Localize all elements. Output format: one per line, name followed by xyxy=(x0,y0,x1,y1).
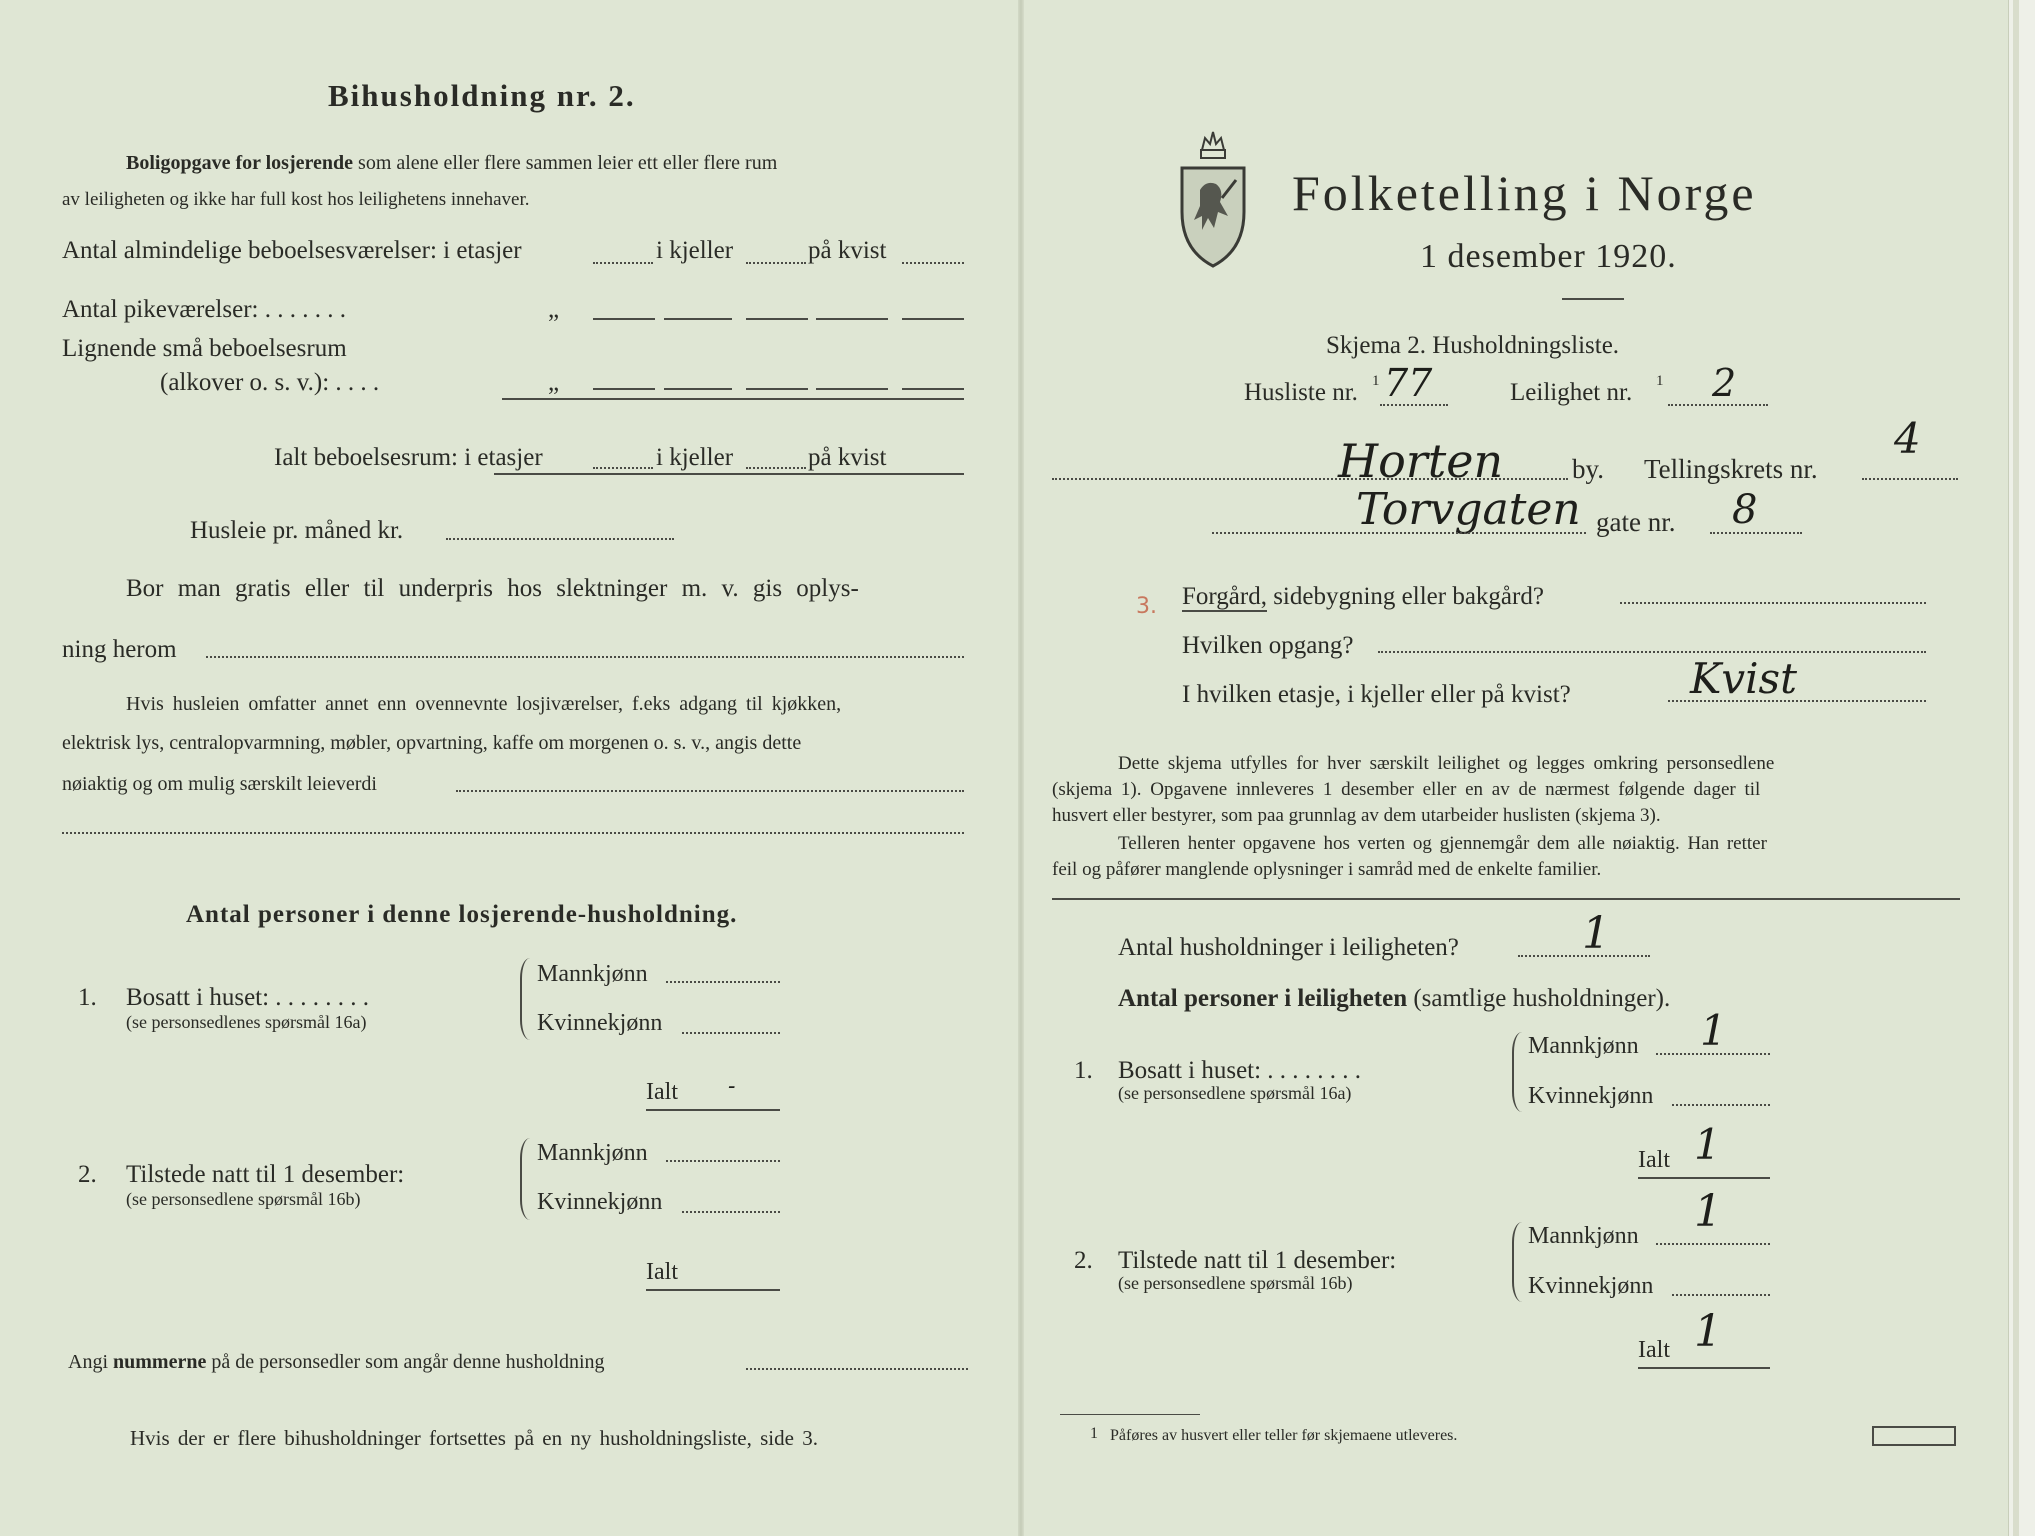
hvis-line-3: nøiaktig og om mulig særskilt leieverdi xyxy=(62,773,377,795)
hvis-line-2: elektrisk lys, centralopvarmning, møbler, opvartning, kaffe om morgenen o. s. v., angis dette xyxy=(62,732,802,754)
left-q2-brace xyxy=(520,1138,532,1220)
angi-field[interactable] xyxy=(746,1368,968,1370)
right-q2-mann-label: Mannkjønn xyxy=(1528,1223,1639,1249)
gate-nr-value: 8 xyxy=(1732,487,1758,533)
left-q1-kvinne-field[interactable] xyxy=(682,1032,780,1034)
instr-line-1: Dette skjema utfylles for hver særskilt leilighet og legges omkring personsedlene xyxy=(1118,753,1775,774)
bor-line-2: ning herom xyxy=(62,636,177,663)
right-q2-brace xyxy=(1512,1222,1524,1302)
gate-value: Torvgaten xyxy=(1356,484,1581,535)
paper-edge-shadow xyxy=(2013,0,2019,1536)
gate-nr-field[interactable] xyxy=(1710,532,1802,534)
hush-field[interactable] xyxy=(1518,955,1650,957)
footnote-rule xyxy=(1060,1414,1200,1415)
right-q1-kvinne-label: Kvinnekjønn xyxy=(1528,1083,1654,1109)
alkover-etasjer-field[interactable] xyxy=(593,388,655,390)
alkover-kjeller-field[interactable] xyxy=(746,388,808,390)
right-q1-num: 1. xyxy=(1074,1057,1093,1084)
skjema-label: Skjema 2. Husholdningsliste. xyxy=(1326,332,1620,359)
pike-ditto: „ xyxy=(548,296,560,323)
husliste-label: Husliste nr. xyxy=(1244,379,1358,406)
right-q2-mann-field[interactable] xyxy=(1656,1243,1770,1245)
right-q2-kvinne-label: Kvinnekjønn xyxy=(1528,1273,1654,1299)
alkover-kvist-field[interactable] xyxy=(902,388,964,390)
right-q2-label: Tilstede natt til 1 desember: xyxy=(1118,1247,1397,1274)
instr-line-4: Telleren henter opgavene hos verten og gjennemgår dem alle nøiaktig. Han retter xyxy=(1118,833,1767,854)
rooms-kjeller-field[interactable] xyxy=(746,262,806,264)
ialt-rooms-label: Ialt beboelsesrum: i etasjer xyxy=(274,444,543,471)
angi-post: på de personsedler som angår denne husholdning xyxy=(211,1351,605,1373)
left-q1-ialt-field[interactable] xyxy=(646,1109,780,1111)
pike-etasjer-field[interactable] xyxy=(593,318,655,320)
intro-line-1 xyxy=(126,153,777,173)
left-q2-sub: (se personsedlene spørsmål 16b) xyxy=(126,1189,361,1209)
right-q1-mann-value: 1 xyxy=(1700,1006,1727,1055)
ialt-etasjer-field[interactable] xyxy=(593,467,653,469)
leilighet-field[interactable] xyxy=(1668,404,1768,406)
husleie-field[interactable] xyxy=(446,538,674,540)
rooms-label: Antal almindelige beboelsesværelser: i etasjer xyxy=(62,237,522,264)
right-q1-label: Bosatt i huset: . . . . . . . . xyxy=(1118,1057,1362,1084)
right-q2-ialt-label: Ialt xyxy=(1638,1337,1670,1363)
page-fold xyxy=(1018,0,1024,1536)
rooms-kvist-field[interactable] xyxy=(902,262,964,264)
left-q1-mann-label: Mannkjønn xyxy=(537,961,648,987)
instr-line-3: husvert eller bestyrer, som paa grunnlag av dem utarbeider huslisten (skjema 3). xyxy=(1052,805,1661,826)
right-title: Folketelling i Norge xyxy=(1292,165,1757,221)
leilighet-footnote-mark: 1 xyxy=(1656,373,1664,389)
right-q1-kvinne-field[interactable] xyxy=(1672,1104,1770,1106)
gate-label: gate nr. xyxy=(1596,507,1676,537)
left-q2-kvinne-label: Kvinnekjønn xyxy=(537,1189,663,1215)
bor-field[interactable] xyxy=(206,656,964,658)
alkover-underline xyxy=(502,398,964,400)
ialt-rooms-underline xyxy=(494,473,964,475)
ialt-kvist-label: på kvist xyxy=(808,444,887,471)
alkover-label: (alkover o. s. v.): . . . . xyxy=(160,369,380,396)
instr-line-2: (skjema 1). Opgavene innleveres 1 desember eller en av de nærmest følgende dager til xyxy=(1052,779,1761,800)
opgang-label: Hvilken opgang? xyxy=(1182,632,1354,659)
husliste-field[interactable] xyxy=(1380,404,1448,406)
left-footer: Hvis der er flere bihusholdninger fortsettes på en ny husholdningsliste, side 3. xyxy=(130,1426,818,1450)
alkover-ditto: „ xyxy=(548,369,560,396)
husliste-footnote-mark: 1 xyxy=(1372,373,1380,389)
lignende-label: Lignende små beboelsesrum xyxy=(62,335,347,362)
right-q2-ialt-field[interactable] xyxy=(1638,1367,1770,1369)
forgard-rest: sidebygning eller bakgård? xyxy=(1273,583,1544,610)
right-date: 1 desember 1920. xyxy=(1420,238,1677,275)
right-q1-ialt-value: 1 xyxy=(1694,1120,1721,1169)
alkover-kjeller-dash xyxy=(664,388,732,390)
left-q2-mann-label: Mannkjønn xyxy=(537,1140,648,1166)
right-q2-mann-value: 1 xyxy=(1694,1186,1722,1237)
by-label: by. xyxy=(1572,454,1604,484)
hvis-line-1: Hvis husleien omfatter annet enn ovennevnte losjiværelser, f.eks adgang til kjøkken, xyxy=(126,693,842,715)
pike-kvist-field[interactable] xyxy=(902,318,964,320)
bor-line-1: Bor man gratis eller til underpris hos slektninger m. v. gis oplys- xyxy=(126,575,859,602)
forgard-line xyxy=(1182,584,1544,609)
right-footnote: Påføres av husvert eller teller før skjemaene utleveres. xyxy=(1110,1427,1458,1444)
left-title: Bihusholdning nr. 2. xyxy=(328,78,636,113)
left-q2-mann-field[interactable] xyxy=(666,1160,780,1162)
forgard-field[interactable] xyxy=(1620,602,1926,604)
left-q2-kvinne-field[interactable] xyxy=(682,1211,780,1213)
tellingskrets-field[interactable] xyxy=(1862,478,1958,480)
left-q2-ialt-label: Ialt xyxy=(646,1259,678,1285)
husleie-label: Husleie pr. måned kr. xyxy=(190,517,404,544)
tellingskrets-value: 4 xyxy=(1894,414,1921,463)
intro-line-2: av leiligheten og ikke har full kost hos leilighetens innehaver. xyxy=(62,189,530,210)
left-q2-num: 2. xyxy=(78,1161,97,1188)
pike-kjeller-dash xyxy=(664,318,732,320)
by-value: Horten xyxy=(1338,434,1504,488)
rooms-kjeller-label: i kjeller xyxy=(656,237,734,264)
alkover-kvist-dash xyxy=(816,388,888,390)
instr-line-5: feil og påfører manglende oplysninger i samråd med de enkelte familier. xyxy=(1052,859,1602,880)
pike-label: Antal pikeværelser: . . . . . . . xyxy=(62,296,346,323)
right-q2-kvinne-field[interactable] xyxy=(1672,1294,1770,1296)
left-q2-label: Tilstede natt til 1 desember: xyxy=(126,1161,405,1188)
leieverdi-field-2[interactable] xyxy=(62,832,964,834)
pike-kvist-dash xyxy=(816,318,888,320)
leilighet-label: Leilighet nr. xyxy=(1510,379,1633,406)
rooms-kvist-label: på kvist xyxy=(808,237,887,264)
gate-field[interactable] xyxy=(1212,532,1586,534)
etasje-value: Kvist xyxy=(1690,654,1797,703)
left-q1-brace xyxy=(520,958,532,1040)
left-q1-label: Bosatt i huset: . . . . . . . . xyxy=(126,984,370,1011)
footnote-mark: 1 xyxy=(1090,1425,1098,1442)
printer-stamp xyxy=(1872,1426,1956,1446)
right-persons-heading xyxy=(1118,986,1670,1011)
right-q2-num: 2. xyxy=(1074,1247,1093,1274)
left-q1-ialt-value: - xyxy=(728,1074,736,1099)
left-q1-sub: (se personsedlenes spørsmål 16a) xyxy=(126,1012,367,1032)
forgard-underlined: Forgård, xyxy=(1182,583,1267,610)
left-q2-ialt-field[interactable] xyxy=(646,1289,780,1291)
hush-label: Antal husholdninger i leiligheten? xyxy=(1118,934,1459,961)
right-q1-brace xyxy=(1512,1032,1524,1112)
left-q1-kvinne-label: Kvinnekjønn xyxy=(537,1010,663,1036)
angi-line xyxy=(68,1352,605,1372)
intro-bold: Boligopgave for losjerende xyxy=(126,152,354,174)
angi-bold: nummerne xyxy=(113,1351,207,1373)
opgang-field[interactable] xyxy=(1378,651,1926,653)
intro-rest: som alene eller flere sammen leier ett eller flere rum xyxy=(358,152,778,174)
angi-pre: Angi xyxy=(68,1351,108,1373)
instr-divider xyxy=(1052,898,1960,900)
right-q2-sub: (se personsedlene spørsmål 16b) xyxy=(1118,1273,1353,1293)
left-q1-num: 1. xyxy=(78,984,97,1011)
etasje-field[interactable] xyxy=(1668,700,1926,702)
norway-coat-of-arms xyxy=(1172,120,1254,272)
right-persons-rest: (samtlige husholdninger). xyxy=(1413,985,1671,1012)
margin-mark: 3. xyxy=(1136,594,1157,619)
left-q1-ialt-label: Ialt xyxy=(646,1079,678,1105)
right-q1-mann-label: Mannkjønn xyxy=(1528,1033,1639,1059)
left-q1-mann-field[interactable] xyxy=(666,981,780,983)
hush-value: 1 xyxy=(1582,908,1610,959)
etasje-label: I hvilken etasje, i kjeller eller på kvist? xyxy=(1182,681,1571,708)
right-q2-ialt-value: 1 xyxy=(1694,1306,1722,1357)
right-q1-ialt-field[interactable] xyxy=(1638,1177,1770,1179)
leieverdi-field[interactable] xyxy=(456,790,964,792)
pike-kjeller-field[interactable] xyxy=(746,318,808,320)
right-q1-sub: (se personsedlene spørsmål 16a) xyxy=(1118,1083,1352,1103)
right-q1-mann-field[interactable] xyxy=(1656,1053,1770,1055)
left-persons-heading: Antal personer i denne losjerende-husholdning. xyxy=(186,901,738,928)
leilighet-value: 2 xyxy=(1712,361,1737,405)
husliste-value: 77 xyxy=(1384,361,1433,405)
rooms-etasjer-field[interactable] xyxy=(593,262,653,264)
ialt-kjeller-field[interactable] xyxy=(746,467,806,469)
right-q1-ialt-label: Ialt xyxy=(1638,1147,1670,1173)
right-persons-bold: Antal personer i leiligheten xyxy=(1118,985,1408,1012)
by-field[interactable] xyxy=(1052,478,1568,480)
ialt-kjeller-label: i kjeller xyxy=(656,444,734,471)
title-rule xyxy=(1562,298,1624,300)
tellingskrets-label: Tellingskrets nr. xyxy=(1644,454,1818,484)
